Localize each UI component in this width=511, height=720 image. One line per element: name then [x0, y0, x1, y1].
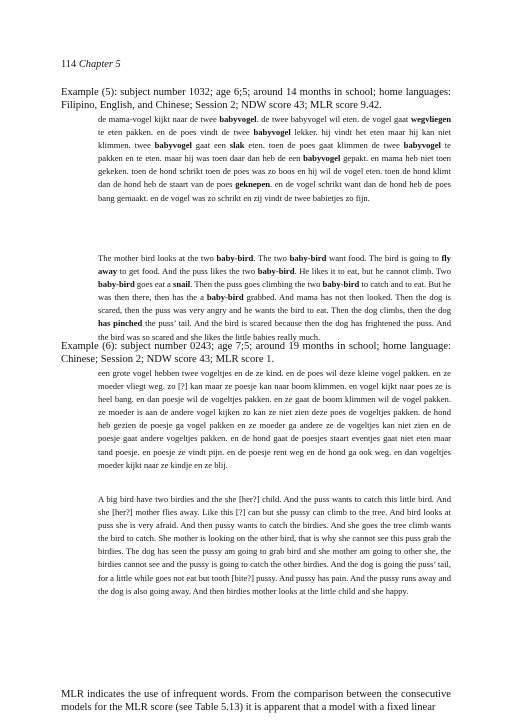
- emphasized-word: babyvogel: [403, 140, 441, 151]
- running-header: [61, 58, 121, 71]
- emphasized-word: snail: [172, 279, 191, 290]
- chapter-title: Chapter 5: [78, 59, 121, 70]
- english-text: A big bird have two birdies and the she [her?] child. And the puss wants to catch this little bird. And she [her?] mother flies away. Like this [?] can but she pussy can climb to the tree. And bird looks at puss she is very afraid. And then pussy wants to catch the birdies. And she goes the tree climb wants the bird to catch. She mother is looking on the other bird, that is why she cannot see this puss grab the birdies. The dog has seen the pussy am going to grab bird and she mother am going to other she, the birdies cannot see and the pussy is going to catch the other birdies. And the dog is going the puss’ tail, for a little while goes not eat but tooth [bite?] pussy. And pussy has pain. And the pussy runs away and the dog is also going away. And then birdies mother looks at the little child and she happy.: [98, 494, 451, 596]
- text-run: te pakken en te eten. maar hij was toen daar dan heb de een: [98, 140, 451, 164]
- text-run: to get food. And the puss likes the two: [117, 266, 258, 277]
- emphasized-word: baby-bird: [322, 279, 360, 290]
- text-run: want food. The bird is going to: [326, 253, 442, 263]
- text-run: . Then the puss goes climbing the two: [190, 279, 323, 290]
- emphasized-word: baby-bird: [98, 279, 135, 290]
- text-run: The mother bird looks at the two: [98, 253, 217, 263]
- dutch-text: [98, 113, 451, 205]
- emphasized-word: slak: [229, 140, 245, 151]
- emphasized-word: geknepen: [235, 179, 271, 190]
- text-run: de mama-vogel kijkt naar de twee: [98, 114, 220, 124]
- text-run: . de twee babyvogel wil eten. de vogel gaat: [256, 114, 411, 124]
- text-run: . The two: [253, 253, 290, 263]
- example-5-dutch-transcript: [98, 113, 451, 205]
- emphasized-word: babyvogel: [154, 140, 192, 151]
- emphasized-word: babyvogel: [253, 127, 291, 138]
- text-run: to catch and to eat. But he was then there, then has the a: [98, 279, 451, 303]
- example-5-heading: Example (5): subject number 1032; age 6;5; around 14 months in school; home languages: Filipino, English, and Chinese; Session 2; NDW score 43; MLR score 9.42.: [61, 87, 451, 112]
- text-run: gaat een: [191, 140, 230, 151]
- text-run: . He likes it to eat, but he cannot climb. Two: [294, 266, 451, 277]
- example-5-english-translation: [98, 252, 451, 344]
- closing-paragraph: MLR indicates the use of infrequent words. From the comparison between the consecutive models for the MLR score (see Table 5.13) it is apparent that a model with a fixed linear: [61, 689, 451, 714]
- text-run: eten. toen de poes gaat klimmen de twee: [244, 140, 404, 151]
- example-6-heading: Example (6): subject number 0243; age 7;5; around 19 months in school; home language: Chinese; Session 2; NDW score 43; MLR score 1.: [61, 341, 451, 366]
- emphasized-word: baby-bird: [216, 253, 254, 263]
- dutch-text: een grote vogel hebben twee vogeltjes en de ze kind. en de poes wil deze kleine vogel pakken. en ze moeder vliegt weg. zo [?] kan maar ze poesje kan naar boom klimmen. en vogel kijkt naar poes ze is heel bang. en dan poesje wil de vogeltjes pakken. en ze gaat de boom klimmen wil de vogel pakken. ze moeder is aan de andere vogel kijken zo kan ze niet zien deze poes de vogeltjes pakken. de hond heb gezien de poesje ga vogel pakken en ze moeder ga andere ze de vogeltjes kan niet zien en de poesje gaat andere vogeltjes pakken. en de hond gaat de poesjes staart eventjes gaat niet eten maar tand poesje. en poesje ze vindt pijn. en de poesje rent weg en de hond ga ook weg. en dan vogeltjes moeder kijkt naar ze kindje en ze blij.: [98, 368, 451, 470]
- text-run: gepakt. en mama heb niet toen gekeken. toen de hond schrikt toen de poes was zo boos en hij wil de vogel eten. toen de hond klimt dan de hond heb de staart van de poes: [98, 153, 451, 190]
- example-6-english-translation: [98, 493, 451, 598]
- emphasized-word: babyvogel: [303, 153, 341, 164]
- text-run: grabbed. And mama has not then looked. Then the dog is scared, then the puss was very angry and he wants the bird to eat. Then the dog climbs, then the dog: [98, 292, 451, 316]
- text-run: the puss’ tail. And the bird is scared because then the dog has frightened the puss. And the bird was so scared and she likes the little babies really much.: [98, 318, 452, 342]
- text-run: . en de vogel schrikt want dan de hond heb de poes bang gemaakt. en de vogel was zo schrikt en zij vindt de twee babietjes zo fijn.: [98, 179, 451, 203]
- emphasized-word: has pinched: [98, 318, 143, 329]
- english-text: [98, 252, 451, 344]
- emphasized-word: wegvliegen: [410, 114, 451, 124]
- page-number: 114: [61, 59, 77, 70]
- emphasized-word: babyvogel: [219, 114, 257, 124]
- emphasized-word: baby-bird: [289, 253, 327, 263]
- emphasized-word: baby-bird: [206, 292, 244, 303]
- text-run: te eten pakken. en de poes vindt de twee: [98, 127, 254, 138]
- emphasized-word: fly away: [98, 253, 451, 277]
- text-run: lekker. hij vindt het eten maar hij kan niet klimmen. twee: [98, 127, 451, 151]
- emphasized-word: baby-bird: [257, 266, 295, 277]
- text-run: goes eat a: [134, 279, 173, 290]
- example-6-dutch-transcript: [98, 367, 451, 472]
